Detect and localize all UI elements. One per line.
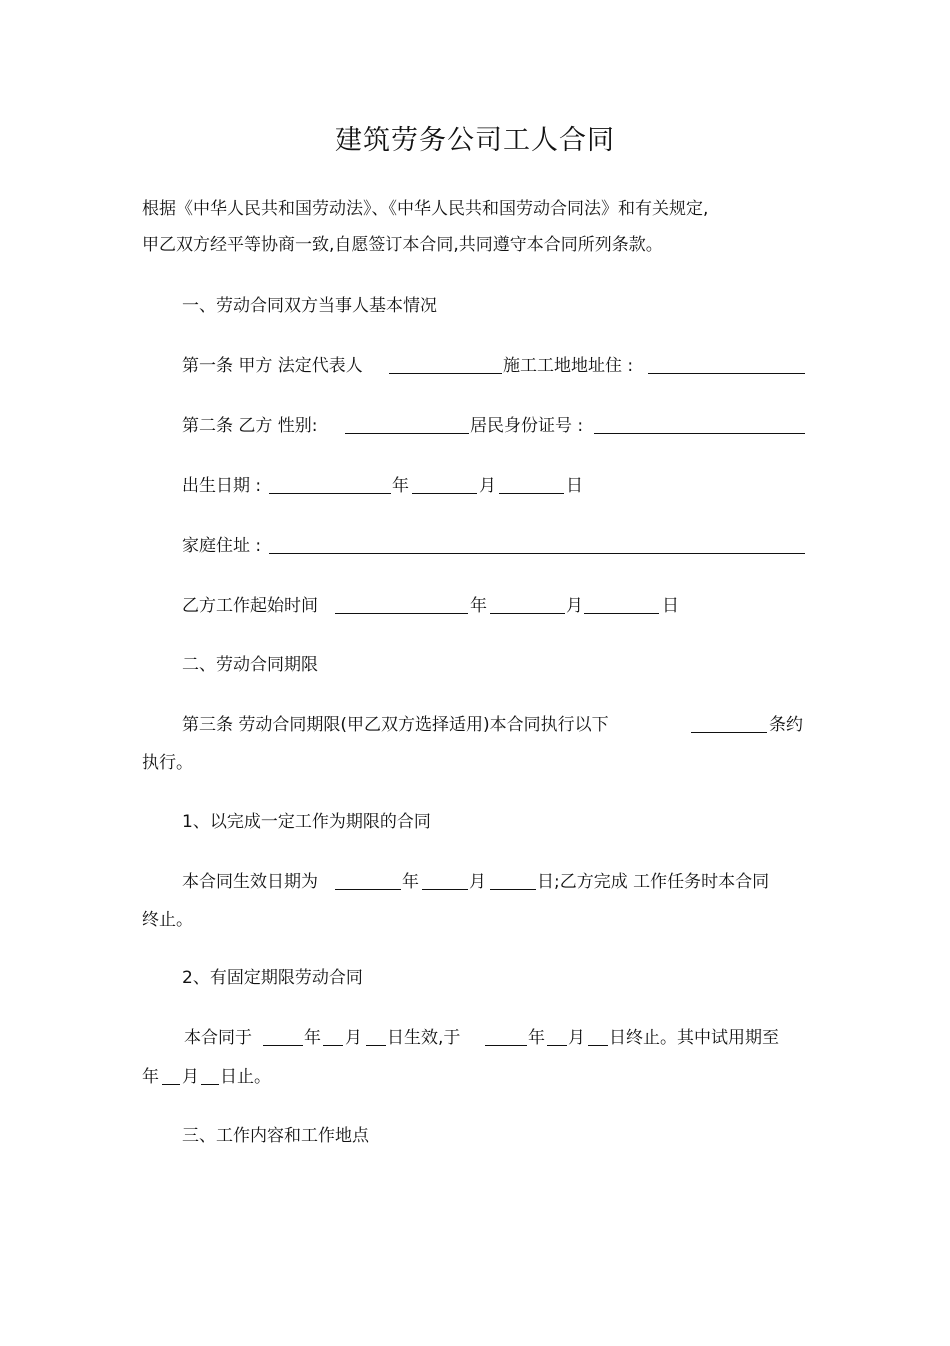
item-1-day-field[interactable]	[490, 870, 536, 894]
start-date-label: 乙方工作起始时间	[182, 596, 318, 616]
item-2-end-year-unit: 年	[528, 1028, 545, 1048]
section-heading-2: 二、劳动合同期限	[182, 655, 318, 675]
item-2-heading: 2、有固定期限劳动合同	[182, 968, 363, 988]
start-month-field[interactable]	[490, 594, 565, 618]
article-3-tail: 条约	[769, 715, 803, 735]
birth-day-field[interactable]	[499, 474, 564, 498]
start-day-field[interactable]	[584, 594, 659, 618]
item-2-tail: 日终止。其中试用期至	[609, 1028, 779, 1048]
item-2-end-day-field[interactable]	[588, 1026, 608, 1050]
birth-day-unit: 日	[566, 476, 583, 496]
probation-month-unit: 月	[182, 1067, 199, 1087]
legal-rep-field[interactable]	[389, 354, 502, 378]
section-heading-3: 三、工作内容和工作地点	[182, 1126, 369, 1146]
probation-year-unit: 年	[142, 1067, 159, 1087]
item-1-month-field[interactable]	[422, 870, 468, 894]
gender-field[interactable]	[345, 414, 469, 438]
item-1-continuation: 终止。	[142, 910, 193, 930]
birth-year-field[interactable]	[269, 474, 391, 498]
article-2-label: 第二条 乙方 性别:	[182, 416, 318, 436]
item-2-prefix: 本合同于	[184, 1028, 252, 1048]
site-address-field[interactable]	[648, 354, 805, 378]
item-2-end-month-unit: 月	[568, 1028, 585, 1048]
start-year-field[interactable]	[335, 594, 468, 618]
birth-date-label: 出生日期 :	[182, 476, 262, 496]
site-address-label: 施工工地地址住 :	[503, 356, 634, 376]
item-1-year-unit: 年	[402, 872, 419, 892]
item-1-heading: 1、以完成一定工作为期限的合同	[182, 812, 431, 832]
id-number-field[interactable]	[594, 414, 805, 438]
item-2-start-month-unit: 月	[345, 1028, 362, 1048]
article-3-continuation: 执行。	[142, 753, 193, 773]
probation-day-field[interactable]	[201, 1065, 219, 1089]
intro-line-2: 甲乙双方经平等协商一致,自愿签订本合同,共同遵守本合同所列条款。	[142, 235, 663, 255]
probation-tail: 日止。	[220, 1067, 271, 1087]
item-2-start-year-field[interactable]	[263, 1026, 303, 1050]
birth-year-unit: 年	[392, 476, 409, 496]
item-2-start-day-field[interactable]	[366, 1026, 386, 1050]
article-1-label: 第一条 甲方 法定代表人	[182, 356, 363, 376]
article-3-text: 第三条 劳动合同期限(甲乙双方选择适用)本合同执行以下	[182, 715, 609, 735]
birth-month-field[interactable]	[412, 474, 477, 498]
home-address-field[interactable]	[269, 534, 805, 558]
start-year-unit: 年	[470, 596, 487, 616]
birth-month-unit: 月	[479, 476, 496, 496]
start-day-unit: 日	[662, 596, 679, 616]
home-address-label: 家庭住址 :	[182, 536, 262, 556]
section-heading-1: 一、劳动合同双方当事人基本情况	[182, 296, 437, 316]
term-option-field[interactable]	[691, 713, 767, 737]
item-1-tail: 日;乙方完成 工作任务时本合同	[537, 872, 770, 892]
intro-line-1: 根据《中华人民共和国劳动法》、《中华人民共和国劳动合同法》和有关规定,	[142, 199, 709, 219]
document-title: 建筑劳务公司工人合同	[335, 125, 615, 156]
item-1-year-field[interactable]	[335, 870, 401, 894]
item-2-start-year-unit: 年	[304, 1028, 321, 1048]
item-2-end-month-field[interactable]	[547, 1026, 567, 1050]
item-1-month-unit: 月	[469, 872, 486, 892]
item-2-mid: 日生效,于	[387, 1028, 461, 1048]
probation-month-field[interactable]	[162, 1065, 180, 1089]
item-2-end-year-field[interactable]	[485, 1026, 527, 1050]
item-1-prefix: 本合同生效日期为	[182, 872, 318, 892]
start-month-unit: 月	[566, 596, 583, 616]
item-2-start-month-field[interactable]	[323, 1026, 343, 1050]
id-number-label: 居民身份证号 :	[470, 416, 584, 436]
